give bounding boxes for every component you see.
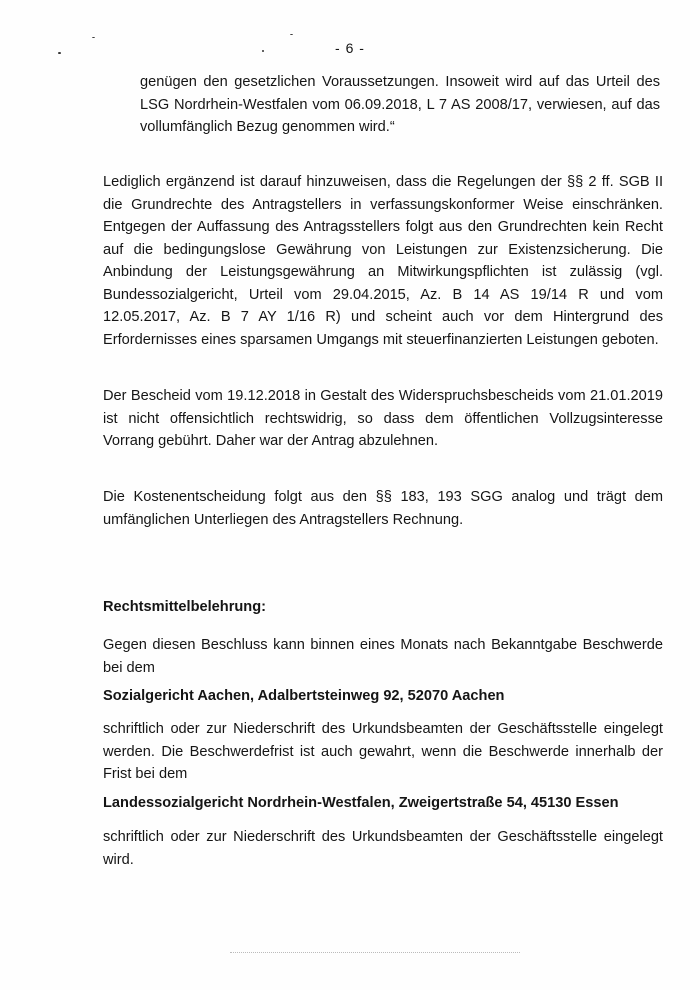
quoted-text: genügen den gesetzlichen Voraussetzungen. Insoweit wird auf das Urteil des LSG Nordrhein-Westfalen vom 06.09.2018, L 7 AS 2008/17, verwiesen, auf das vollumfänglich Bezug genommen wird.“ bbox=[140, 74, 660, 135]
scan-speck bbox=[92, 37, 95, 38]
rechtsmittel-intro: Gegen diesen Beschluss kann binnen eines Monats nach Bekanntgabe Beschwerde bei dem bbox=[103, 637, 663, 676]
court-address-essen: Landessozialgericht Nordrhein-Westfalen, Zweigertstraße 54, 45130 Essen bbox=[103, 795, 619, 811]
paragraph-decision: Der Bescheid vom 19.12.2018 in Gestalt des Widerspruchsbescheids vom 21.01.2019 ist nicht offensichtlich rechtswidrig, so dass dem öffentlichen Vollzugsinteresse Vorrang gebührt. Daher war der Antrag abzulehnen. bbox=[103, 388, 663, 449]
rechtsmittel-middle: schriftlich oder zur Niederschrift des Urkundsbeamten der Geschäftsstelle eingelegt werden. Die Beschwerdefrist ist auch gewahrt, wenn die Beschwerde innerhalb der Frist bei dem bbox=[103, 721, 663, 782]
footer-divider bbox=[230, 952, 520, 953]
court-address-aachen: Sozialgericht Aachen, Adalbertsteinweg 92, 52070 Aachen bbox=[103, 688, 505, 704]
scan-speck bbox=[290, 34, 293, 35]
page-number: - 6 - bbox=[335, 40, 365, 56]
paragraph-costs: Die Kostenentscheidung folgt aus den §§ 183, 193 SGG analog und trägt dem umfänglichen Unterliegen des Antragstellers Rechnung. bbox=[103, 489, 663, 528]
rechtsmittel-heading: Rechtsmittelbelehrung: bbox=[103, 599, 266, 615]
paragraph-constitutional-rights: Lediglich ergänzend ist darauf hinzuweisen, dass die Regelungen der §§ 2 ff. SGB II die Grundrechte des Antragstellers in verfassungskonformer Weise einschränken. Entgegen der Auffassung des Antragsstellers folgt aus den Grundrechten kein Recht auf die bedingungslose Gewährung von Leistungen zur Existenzsicherung. Die Anbindung der Leistungsgewährung an Mitwirkungspflichten ist zulässig (vgl. Bundessozialgericht, Urteil vom 29.04.2015, Az. B 14 AS 19/14 R und vom 12.05.2017, Az. B 7 AY 1/16 R) und scheint auch vor dem Hintergrund des Erfordernisses eines sparsamen Umgangs mit steuerfinanzierten Leistungen geboten. bbox=[103, 174, 663, 348]
rechtsmittel-closing: schriftlich oder zur Niederschrift des Urkundsbeamten der Geschäftsstelle eingelegt wird. bbox=[103, 829, 663, 868]
